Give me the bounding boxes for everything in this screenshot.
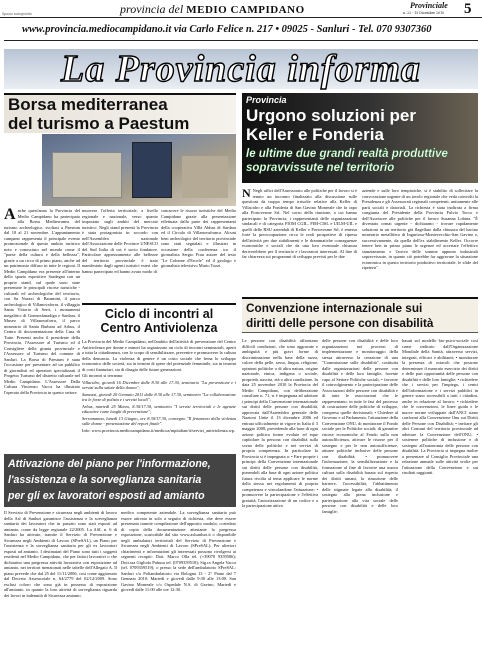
urgono-column-2: aziende e sulle loro tempistiche, si è stabilito di sollecitare la convocazione urgente di un tavolo regionale che veda coinvolti la Presidenza e gli Assessorati regionali competenti, unitamente alle parti sociali e datoriali. La richiesta è stata inoltrata a firma congiunta del Presidente della Provincia Fulvio Tocco e dell'Assessore alle politiche per il lavoro Susanna Lobina. "È diventato ormai urgente - dichiarano - trovare rapidamente soluzioni in un territorio già flagellato dalla chiusura del bacino minerario metallifero di Ingurtosu-Montevecchio-San Gavino e, successivamente, da quella dell'ex stabilimento Keller. Occorre tenere ben in primo piano le urgenze ed accertare l'effettivo stanziamento e l'arrivo delle somme appunto industriali sopravvissute, in quanto ciò potrebbe far aggravare la situazione economica in questo territorio produttivo territoriale, le sfide del ripetersi". — [362, 188, 478, 270]
attivazione-headline-3: per gli ex lavoratori esposti ad amianto — [8, 490, 205, 502]
section-label: Provincia — [246, 95, 287, 105]
edition-logo: Provinciale — [410, 1, 448, 10]
urgono-headline-2: Keller e Fonderia — [246, 125, 384, 144]
attivazione-column-1: Il Servizio di Prevenzione e sicurezza negli ambienti di lavoro della Asl di Sanluri garantisce l'assistenza e la sorveglianza sanitaria dei lavoratori che in passato sono stati esposti ad amianto, come da legge regionale 22/2005. La ASL n. 6 di Sanluri ha attivato, tramite il Servizio di Prevenzione e Sicurezza negli Ambienti di Lavoro (SPreSAL), un Piano per l'assistenza e la sorveglianza sanitaria per gli ex lavoratori esposti ad amianto. I destinatari del Piano sono tutti i soggetti residenti nel Medio Campidano, che per fattori lavorativi o che dichiarino una pregressa attività lavorativa con esposizione ad amianto, nei territori menzionati nelle tabelle dell'Allegato A. Il piano prevede che dal 25 del 11/11/2006, così come aggiornato dal Decreto Assessoriale n. 64/2779 del 02/12/2009. Sono esclusi coloro che sono già in possesso di esposizione all'amianto, in quanto la loro attività di sorveglianza riguarda dei lavori in indennità di Sicurezza amianto. — [4, 510, 117, 598]
page-number: 5 — [464, 1, 472, 17]
contact-line: www.provincia.mediocampidano.it via Carlo Felice n. 217 • 09025 - Sanluri - Tel. 070 9307360 — [22, 24, 432, 35]
convenzione-column-3: basati sul modello bio-psico-sociale così come indicato dall'Organizzazione Mondiale della Sanità, attraverso servizi, integrati, efficaci e abilitanti; • monitorare la presenza di ostacoli che possono determinare il mancato esercizio dei diritti e delle pari opportunità delle persone con disabilità e delle loro famiglie; • richiedere che i servizi per l'impiego, i centri dell'informazione e i servizi pubblici in genere siano accessibili a tutti i cittadini, anche in relazione al lavoro; • richiedere che le convenzioni, le linee guida e le nuove norme sviluppate dall'ANCI siano conformi alla Convenzione Onu sui Diritti delle Persone con Disabilità; • invitare gli altri Comuni del territorio provinciale ad adottare la Convenzione dell'ONU; • sostenere politiche di inclusione e di sostegno all'autonomia delle persone con disabilità. La Provincia si impegna inoltre a presentare al Consiglio Provinciale una relazione annuale sulle attività svolte per l'attuazione della Convenzione e sui risultati raggiunti. — [402, 338, 478, 475]
ciclo-paragraph: Gli incontri si terranno: — [82, 373, 124, 378]
borsa-photo — [42, 134, 236, 206]
exhibition-stand-image — [52, 152, 122, 198]
ciclo-headline-1: Ciclo di incontri al — [104, 307, 214, 321]
banner-title: La Provincia informa — [4, 49, 478, 89]
ciclo-event: Samassi, giovedì 20 Gennaio 2011 dalle 8.30 alle 17.30, seminario "La collaborazione tra le forze di polizia e i servizi locali"; — [82, 391, 236, 402]
borsa-column-1 — [4, 208, 80, 395]
exhibition-display-image — [182, 156, 228, 198]
attivazione-column-2: medico competente aziendale. La sorveglianza sanitaria può essere attivata in solo a seguito di richiesta, che deve essere presentata tramite compilazione dell'apposito modulo, corredato di copia della documentazione attestante la pregressa esposizione, scaricabile dal sito www.aslsanluri.it o disponibile negli ambulatori territoriali del Servizio di Prevenzione e Sicurezza negli Ambienti di Lavoro (SPreSAL). Per ulteriori chiarimenti e informazioni gli interessati possono rivolgersi ai seguenti recapiti: Dott. Marco Olla tel. (+39070 9359586); Dott.ssa Gigliola Pubusa tel. (0709359518); Sig.ra Angela Vacca (tel. 0709359519); o presso la sede dell'ambulatorio SPreSAL: Sanluri c/o Poliambulatorio via Bologna 13 - 2° Piano dal 7 Gennaio 2010: Martedì e giovedì dalle 9:30 alle 13:00. San Gavino Monreale c/o Ospedale N.S. di Gavino, Martedì e giovedì dalle 11:00 alle ore 12:30. — [121, 510, 236, 592]
convenzione-headline-2: diritti delle persone con disabilità — [246, 316, 434, 330]
issue-number: n. 22 - 15 Dicembre 2010 — [403, 11, 445, 15]
exhibition-panel-image — [132, 142, 172, 198]
divider — [4, 40, 478, 41]
ciclo-paragraph: La Provincia del Medio Campidano, nell'ambito dell'attività di prevenzione del Centro Antiviolenza per donne e minori ha organizzato un ciclo di incontri seminariali, aperti a tutta la cittadinanza, con lo scopo di sensibilizzare, prevenire e promuovere la cultura della denuncia. La violenza di genere è un costo sociale che frena lo sviluppo economico delle società, sia in termini di spese del potenziale femminile, sia in termini di costi finanziari, sia di disagio delle future generazioni. — [82, 339, 236, 372]
urgono-headline-box — [242, 93, 478, 183]
convenzione-column-1: Le persone con disabilità affrontano difficili condizioni, che sono aggravate e ambiguità e più gravi forme di discriminazione nella base della razza, colore della pelle, sesso, lingua, religione, opinioni politiche o di altra natura, origine nazionale, etnica, indigena o sociale, proprietà, nascita, età o altra condizione. In data 25 novembre 2010 la Provincia del Medio Campidano, con deliberazione consiliare n. 71, si è impegnata ad adottare i principi della Convenzione internazionale sui diritti delle persone con disabilità, approvata dall'Assemblea generale delle Nazioni Unite il 13 dicembre 2006 ed entrata ufficialmente in vigore in Italia il 3 maggio 2008, prevedendo alla base di ogni azione politica forme evolute ed eque capitolare la persona con disabilità sulla scena delle politiche e nei servizi di propria competenza. In particolare la Provincia si è impegnata a: • Fare proprie i principi della Convenzione internazionale sui diritti delle persone con disabilità, ponendoli alla base di ogni azione politica futura rivolta al tema applicare le norme della stessa nei regolamenti di propria competenza e vincolandone l'attuazione; • promuovere la partecipazione e l'effettiva gratuità, l'autorizzazione di un codice e a la partecipazione attiva — [242, 338, 318, 508]
masthead-name: MEDIO CAMPIDANO — [186, 4, 305, 16]
urgono-text-1: Negli uffici dell'Assessorato alle politiche per il lavoro si è tenuto un incontro finalizzato alla discussione sulle questioni da troppo tempo irrisolte relative alla Keller di Villacidro e alla Fonderia di San Gavino Monreale che fa capo alla Portovesme Srl. Nel corso della riunione, a cui hanno partecipato la Provincia, i rappresentanti delle organizzazioni sindacali e di categoria FIOM CGIL, FIM-CISL e UILM-UIL e quelli delle RSU aziendali di Keller e Portovesme Srl, è emersa forte la preoccupazione circa le reali prospettive di ripresa dell'attività per due stabilimenti e le drammatiche conseguenze economiche e sociali che da una loro eventuale chiusura deriverebbero per il territorio e i lavoratori interessati. Al fine di far chiarezza sui programmi di sviluppo previsti per le due — [242, 188, 357, 259]
masthead — [120, 2, 305, 17]
borsa-headline-box — [4, 93, 236, 133]
attivazione-headline-box — [4, 454, 236, 507]
top-left-label: Spazio autogestito — [2, 12, 32, 16]
dropcap: A — [4, 206, 16, 223]
borsa-headline-1: Borsa mediterranea — [8, 95, 168, 114]
attivazione-headline-2: l'assistenza e la sorveglianza sanitaria — [8, 474, 202, 486]
borsa-text-1: nche quest'anno la Provincia del Medio Campidano ha partecipato alla Borsa Mediterranea del turismo archeologico, svoltasi a Paestum dal 18 al 21 novembre. L'appuntamento campano rappresenta il principale evento promozionale di questo ambito turistico noto e conosciuto nel mondo come il "paese della cultura e della bellezza", grazie a un ricco di primo piano, anche ad un patrimonio diffuso in tutte le regioni. Il Medio Campidano era presente all'interno dello spazio espositivo Sardegna con un proprio stand, sul quale sono state presentate le principali risorse turistiche - culturali ed archeologiche del territorio, con Su Nuraxi di Barumini, il parco archeologico di Villanovaforru, il villaggio Santa Vittoria di Serri, i monumenti megalitici di Gonnosfanadiga e Sardara, il Museo di Villanovaforru, il parco minerario di Santa Barbara ad Arbus, il Centro di documentazione della Casa di Tutte. Presenti anche il presidente della Provincia, l'Assessore al Turismo ed il Consigliere della giunta provinciale e l'Assessore al Turismo del comune di Sanluri. La Borsa di Paestum è stata l'occasione per presentare ad un pubblico di giornalisti ed operatori specializzati il Progetto Turismo del distretto culturale nel Medio Campidano. L'Assessore Dalla Cultura Vincenzo Vacca ha illustrato l'operato della Provincia in questo settore. — [4, 208, 80, 395]
urgono-subhead-1: le ultime due grandi realtà produttive — [246, 148, 448, 160]
ciclo-event: Villacidro, giovedì 16 Dicembre dalle 8.30 alle 17.30, seminario "La prevenzione e i servizi sulla salute della donna"; — [82, 379, 236, 390]
masthead-prefix: provincia del — [120, 2, 184, 16]
borsa-headline-2: del turismo a Paestum — [8, 114, 190, 133]
borsa-column-2: muovere l'offerta territoriale, a livello regionale e nazionale, verso quanto impostato sugli ambiti del mercato turistico. Negli stand presenti la Provincia è stata protagonista in accordo con nell'Assemblea nazionale dell'Associazione delle Province UNESCO del Sud Italia di cui è socio fondatore. Particolare apprezzamento alle bellezze del territorio provinciale è stato manifestato dagli agenti turistici esteri che hanno partecipato ed hanno avuto modo di — [82, 208, 158, 274]
ciclo-event: Serramanna, lunedì 13 Giugno, ore 8.30/17.30, convegno "Il fenomeno della violenza sulle donne - presentazione del report finale". — [82, 415, 236, 426]
convenzione-headline-1: Convenzione internazionale sui — [246, 301, 423, 315]
dropcap: N — [242, 188, 251, 200]
ciclo-body — [82, 339, 236, 451]
convenzione-headline-box — [242, 297, 478, 333]
attivazione-headline-1: Attivazione del piano per l'informazione, — [8, 458, 211, 470]
ciclo-headline-2: Centro Antiviolenza — [100, 321, 218, 335]
urgono-headline-1: Urgono soluzioni per — [246, 106, 416, 125]
ciclo-headline-box — [82, 303, 236, 335]
urgono-column-1 — [242, 188, 357, 294]
urgono-subhead-2: sopravvissute nel territorio — [246, 162, 395, 174]
ciclo-event: Arbus, martedì 25 Marzo, 8.30/17.30, seminario "I servizi territoriali e le agenzie educative come luoghi di prevenzione"; — [82, 403, 236, 414]
ciclo-info: Info: www.provincia.mediocampidano.it/medioca/mpitalian/it/servizi_antiviolenza.wp. — [82, 427, 236, 433]
borsa-column-3: conoscere le risorse turistiche del Medio Campidano grazie alla presentazione effettuata dalla parte dei rappresentanti della cooperativa Villa Abbas di Sardara ed il Circolo di Villanovafranca. Alcuni beni archeologici del territorio provinciale sono stati segnalati e illustrati in occasione della conferenza tra il giornalista Sergio Frau autore del testo "Le Colonne d'Ercole" ed il geologo e giornalista televisivo Mario Tozzi. — [161, 208, 236, 268]
convenzione-column-2: delle persone con disabilità e delle loro organizzazioni nei processi di implementazione e monitoraggio della stessa attraverso la creazione di una "Commissione sulle disabilità", costituita dalle organizzazioni delle persone con disabilità e delle loro famiglie, facente capo al Settore Politiche sociali; • favorire il coinvolgimento e la partecipazione delle Associazioni delle persone con disabilità e di tutte le associazioni che le rappresentano, in tutte le fasi del processo di costruzione delle politiche di sviluppo, compreso quelle decisionali; • Chiedere al Governo e al Parlamento, l'attuazione della Convenzione ONU, di monitorare il Fondo sociale per le Politiche sociali; di garantire risorse economiche al Fondo sulla non autosufficienza, attivare le risorse per il sostegno e per le non autosufficienze, attuare politiche inclusive delle persone con disabilità; • promuovere l'informazione, la sensibilizzazione e la formazione al fine di favorire una nuova cultura sulla disabilità basata sul rispetto dei diritti umani, la rimozione delle barriere, l'accessibilità, l'abbattimento delle stigmate legate alla disabilità; il sostegno alla piena inclusione e partecipazione alla vita sociale delle persone con disabilità e delle loro famiglie; — [322, 338, 398, 514]
